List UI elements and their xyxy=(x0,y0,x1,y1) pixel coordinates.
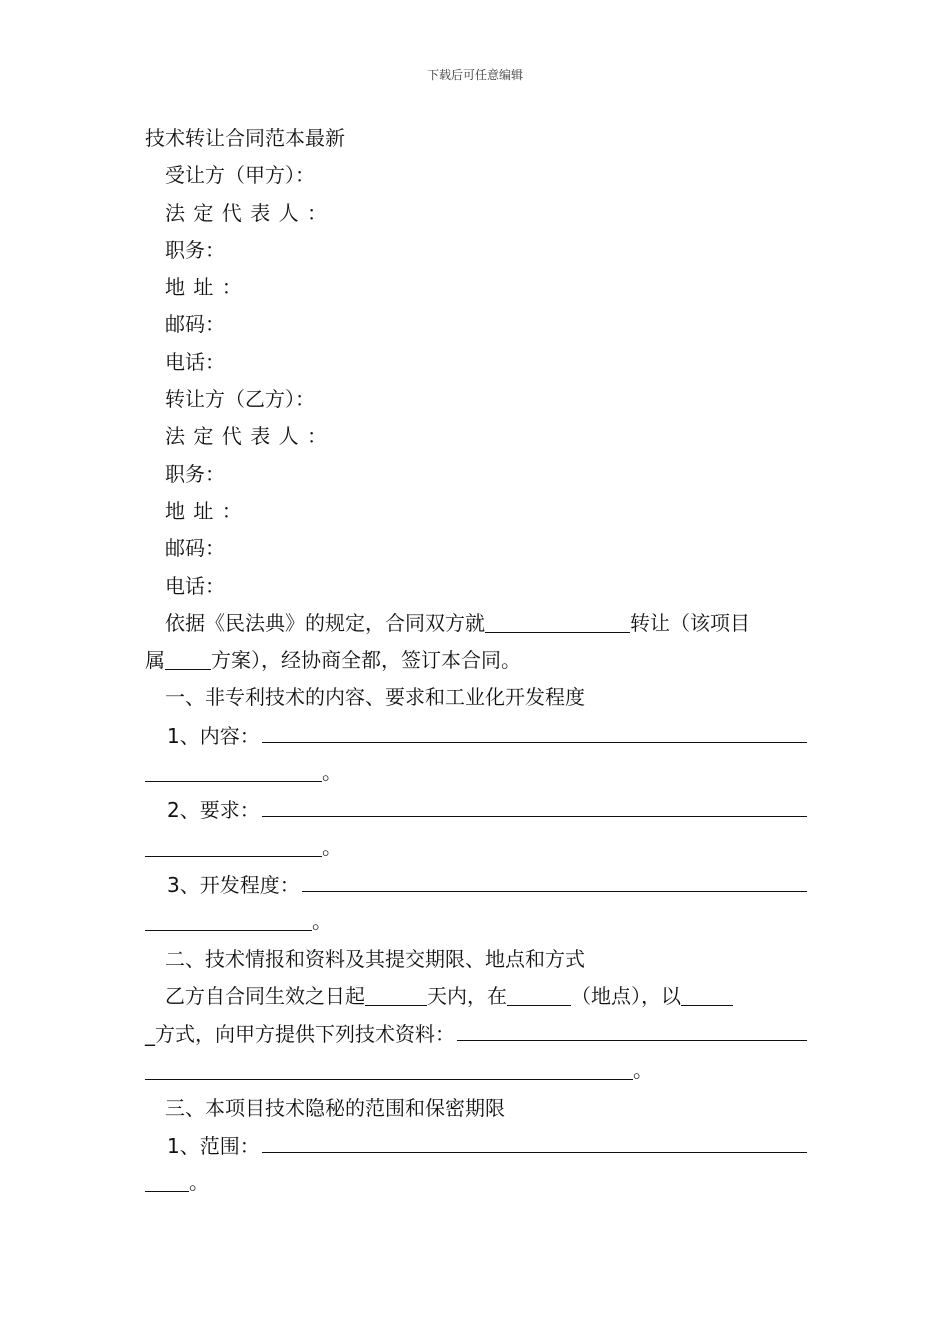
plan-type-blank xyxy=(165,645,211,670)
party-a-heading: 受让方（甲方）： xyxy=(165,163,315,188)
party-a-rep-label: 法定代表人： xyxy=(165,200,336,225)
page-header: 下载后可任意编辑 xyxy=(426,68,523,82)
party-b-phone-label: 电话： xyxy=(165,573,225,598)
s1-item-3 xyxy=(145,866,807,903)
s2-text-2: 天内，在 xyxy=(427,983,507,1008)
content-blank-cont xyxy=(145,757,322,782)
s1-item-2 xyxy=(145,791,807,828)
s2-text-3: （地点），以 xyxy=(571,983,681,1008)
s1-item-1-label: 1、内容： xyxy=(167,723,260,748)
content-blank xyxy=(262,717,807,743)
s1-item-2-cont xyxy=(145,829,807,866)
section-3-heading: 三、本项目技术隐秘的范围和保密期限 xyxy=(165,1095,505,1120)
s2-line-3 xyxy=(145,1052,807,1089)
s1-item-2-label: 2、要求： xyxy=(167,798,260,823)
requirement-blank-cont xyxy=(145,832,322,857)
materials-blank xyxy=(457,1015,807,1041)
document-body xyxy=(145,120,807,1202)
s1-item-1 xyxy=(145,717,807,754)
place-blank xyxy=(507,981,571,1006)
intro-text-3: 属 xyxy=(145,648,165,673)
s1-item-1-cont xyxy=(145,754,807,791)
s3-item-1-label: 1、范围： xyxy=(167,1134,260,1159)
intro-text-1: 依据《民法典》的规定，合同双方就 xyxy=(165,610,485,635)
party-b-heading: 转让方（乙方）： xyxy=(165,387,315,412)
party-a-address-label: 地址： xyxy=(165,275,251,300)
s1-item-1-end: 。 xyxy=(322,760,342,785)
requirement-blank xyxy=(262,791,807,817)
party-b-rep-label: 法定代表人： xyxy=(165,424,336,449)
intro-line-1 xyxy=(145,605,807,642)
s2-text-4: _方式，向甲方提供下列技术资料： xyxy=(145,1022,455,1047)
dev-level-blank-cont xyxy=(145,906,312,931)
materials-blank-cont xyxy=(145,1055,633,1080)
s1-item-3-cont xyxy=(145,903,807,940)
s2-line-2 xyxy=(145,1015,807,1052)
s3-end: 。 xyxy=(189,1170,209,1195)
intro-text-2: 转让（该项目 xyxy=(630,610,750,635)
project-name-blank xyxy=(485,608,630,633)
party-b-postcode-label: 邮码： xyxy=(165,536,225,561)
document-title: 技术转让合同范本最新 xyxy=(145,126,345,150)
dev-level-blank xyxy=(302,866,807,892)
s2-end: 。 xyxy=(633,1058,653,1083)
intro-line-2 xyxy=(145,642,807,679)
days-blank xyxy=(365,981,427,1006)
method-blank xyxy=(681,981,733,1006)
intro-text-4: 方案），经协商全都，签订本合同。 xyxy=(211,648,521,673)
s1-item-3-end: 。 xyxy=(312,909,332,934)
party-a-postcode-label: 邮码： xyxy=(165,312,225,337)
scope-blank xyxy=(262,1127,807,1153)
party-a-phone-label: 电话： xyxy=(165,349,225,374)
s3-item-1 xyxy=(145,1127,807,1164)
s2-text-1: 乙方自合同生效之日起 xyxy=(165,983,365,1008)
party-a-position-label: 职务： xyxy=(165,237,225,262)
s2-line-1 xyxy=(145,978,807,1015)
s1-item-3-label: 3、开发程度： xyxy=(167,872,300,897)
party-b-position-label: 职务： xyxy=(165,461,225,486)
party-b-address-label: 地址： xyxy=(165,498,251,523)
s1-item-2-end: 。 xyxy=(322,834,342,859)
section-2-heading: 二、技术情报和资料及其提交期限、地点和方式 xyxy=(165,946,585,971)
s3-item-1-cont xyxy=(145,1164,807,1201)
section-1-heading: 一、非专利技术的内容、要求和工业化开发程度 xyxy=(165,685,585,710)
scope-blank-cont xyxy=(145,1167,189,1192)
